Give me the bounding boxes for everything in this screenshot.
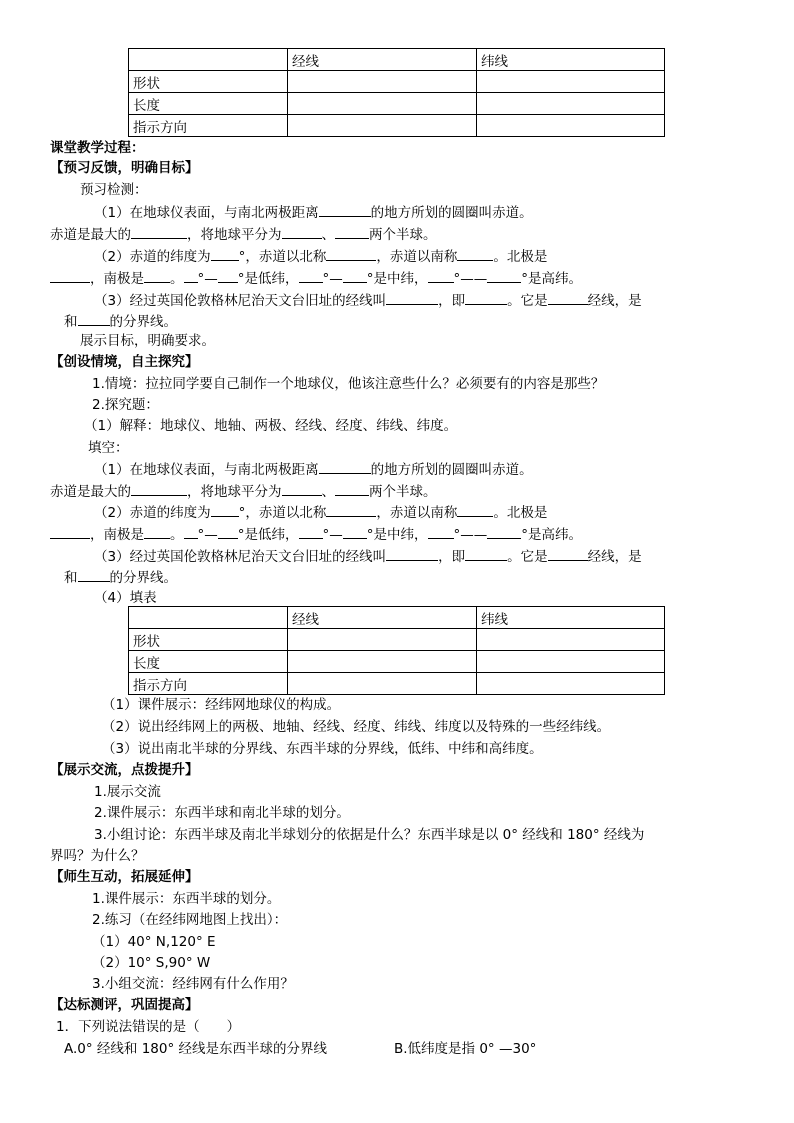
text: 经线，是	[587, 293, 642, 309]
text: °—	[322, 271, 343, 287]
blank[interactable]	[50, 524, 90, 539]
text: ，南极是	[90, 271, 144, 287]
text: 的地方所划的圆圈叫赤道。	[370, 205, 533, 221]
interact-item-2: 2.练习（在经纬网地图上找出）：	[92, 912, 288, 928]
text: 两个半球。	[369, 484, 437, 500]
text: （1）在地球仪表面，与南北两极距离	[94, 462, 319, 478]
courseware-item-2: （2）说出经纬网上的两极、地轴、经线、经度、纬线、纬度以及特殊的一些经纬线。	[102, 719, 611, 735]
text: °是高纬。	[521, 271, 582, 287]
table-cell[interactable]	[288, 673, 477, 695]
table-cell[interactable]	[477, 93, 665, 115]
text: °是中纬，	[366, 527, 428, 543]
text: ，赤道以南称	[376, 249, 458, 265]
blank[interactable]	[428, 268, 454, 283]
text: ，南极是	[90, 527, 144, 543]
text: °——	[453, 271, 488, 287]
text: °—	[197, 527, 218, 543]
fill-q2-line1	[94, 502, 547, 523]
preview-label: 预习检测：	[80, 182, 148, 198]
text: 的分界线。	[109, 570, 177, 586]
explore-item-1: 1.情境：拉拉同学要自己制作一个地球仪，他该注意些什么？必须要有的内容是那些？	[92, 376, 605, 392]
table-header-meridian: 经线	[288, 607, 477, 629]
blank[interactable]	[386, 546, 438, 561]
table-cell[interactable]	[288, 71, 477, 93]
exchange-item-3-cont: 界吗？为什么？	[50, 848, 145, 864]
fill-q3-line2	[64, 567, 177, 588]
text: （1）在地球仪表面，与南北两极距离	[94, 205, 319, 221]
blank[interactable]	[218, 524, 238, 539]
preview-q3-line1	[94, 290, 642, 311]
blank[interactable]	[326, 246, 376, 261]
interact-item-1: 1.课件展示：东西半球的划分。	[92, 891, 281, 907]
blank[interactable]	[457, 502, 493, 517]
table-row-label: 指示方向	[129, 115, 288, 137]
text: 。	[170, 527, 184, 543]
blank[interactable]	[218, 268, 238, 283]
meridian-parallel-table-bottom	[128, 606, 665, 695]
blank[interactable]	[78, 311, 110, 326]
text: 的地方所划的圆圈叫赤道。	[370, 462, 533, 478]
blank[interactable]	[465, 546, 507, 561]
text: 两个半球。	[369, 227, 437, 243]
table-row-label: 形状	[129, 71, 288, 93]
table-header-parallel: 纬线	[477, 49, 665, 71]
blank[interactable]	[386, 290, 438, 305]
table-cell[interactable]	[477, 115, 665, 137]
section-heading-interact: 【师生互动，拓展延伸】	[50, 869, 199, 885]
fill-table-label: （4）填表	[94, 590, 157, 606]
blank[interactable]	[50, 268, 90, 283]
blank[interactable]	[335, 481, 369, 496]
test-option-a[interactable]: A.0° 经线和 180° 经线是东西半球的分界线	[64, 1041, 328, 1057]
text: °是低纬，	[237, 271, 299, 287]
blank[interactable]	[457, 246, 493, 261]
text: °—	[322, 527, 343, 543]
blank[interactable]	[184, 268, 198, 283]
text: （2）赤道的纬度为	[94, 505, 211, 521]
text: 、	[321, 227, 335, 243]
fill-q1-line2	[50, 481, 437, 502]
blank[interactable]	[428, 524, 454, 539]
text: 和	[64, 314, 78, 330]
blank[interactable]	[335, 224, 369, 239]
courseware-item-1: （1）课件展示：经纬网地球仪的构成。	[102, 697, 341, 713]
text: 赤道是最大的	[50, 484, 131, 500]
blank[interactable]	[343, 268, 367, 283]
blank[interactable]	[548, 546, 588, 561]
section-heading-exchange: 【展示交流，点拨提升】	[50, 762, 199, 778]
text: ，将地球平分为	[187, 227, 282, 243]
text: °，赤道以北称	[238, 249, 327, 265]
blank[interactable]	[487, 268, 521, 283]
blank[interactable]	[282, 481, 322, 496]
blank[interactable]	[131, 481, 187, 496]
interact-item-4: （2）10° S,90° W	[92, 955, 211, 971]
table-cell[interactable]	[477, 651, 665, 673]
text: ，即	[438, 293, 466, 309]
table-cell[interactable]	[288, 629, 477, 651]
interact-item-5: 3.小组交流：经纬网有什么作用？	[92, 976, 294, 992]
blank[interactable]	[131, 224, 187, 239]
exchange-item-2: 2.课件展示：东西半球和南北半球的划分。	[94, 805, 350, 821]
blank[interactable]	[319, 202, 371, 217]
text: ，将地球平分为	[187, 484, 282, 500]
blank[interactable]	[326, 502, 376, 517]
preview-q2-line2	[50, 268, 582, 289]
text: 、	[321, 484, 335, 500]
table-cell[interactable]	[288, 93, 477, 115]
table-header-parallel: 纬线	[477, 607, 665, 629]
table-row-label: 形状	[129, 629, 288, 651]
blank[interactable]	[487, 524, 521, 539]
text: 。北极是	[493, 505, 548, 521]
blank[interactable]	[282, 224, 322, 239]
blank[interactable]	[465, 290, 507, 305]
fill-q2-line2	[50, 524, 582, 545]
table-cell[interactable]	[477, 673, 665, 695]
text: ，即	[438, 549, 466, 565]
blank[interactable]	[299, 268, 323, 283]
explore-item-3: （1）解释：地球仪、地轴、两极、经线、经度、纬线、纬度。	[84, 418, 458, 434]
fill-label: 填空：	[88, 440, 129, 456]
text: 。	[170, 271, 184, 287]
meridian-parallel-table-top	[128, 48, 665, 137]
test-option-b[interactable]: B.低纬度是指 0° —30°	[394, 1041, 537, 1057]
table-cell[interactable]	[477, 629, 665, 651]
preview-q1-line2	[50, 224, 437, 245]
text: 。北极是	[493, 249, 548, 265]
table-row-label: 长度	[129, 93, 288, 115]
text: 。它是	[507, 293, 548, 309]
blank[interactable]	[211, 502, 239, 517]
blank[interactable]	[319, 459, 371, 474]
blank[interactable]	[211, 246, 239, 261]
text: ，赤道以南称	[376, 505, 458, 521]
blank[interactable]	[144, 524, 170, 539]
preview-q2-line1	[94, 246, 547, 267]
blank[interactable]	[343, 524, 367, 539]
blank[interactable]	[144, 268, 170, 283]
table-cell[interactable]	[288, 115, 477, 137]
text: °是低纬，	[237, 527, 299, 543]
text: （3）经过英国伦敦格林尼治天文台旧址的经线叫	[94, 549, 387, 565]
table-cell[interactable]	[288, 651, 477, 673]
text: °——	[453, 527, 488, 543]
section-heading-explore: 【创设情境，自主探究】	[50, 354, 199, 370]
text: 赤道是最大的	[50, 227, 131, 243]
interact-item-3: （1）40° N,120° E	[92, 934, 216, 950]
blank[interactable]	[184, 524, 198, 539]
text: 和	[64, 570, 78, 586]
fill-q3-line1	[94, 546, 642, 567]
text: °是高纬。	[521, 527, 582, 543]
text: °是中纬，	[366, 271, 428, 287]
text: （2）赤道的纬度为	[94, 249, 211, 265]
section-heading-test: 【达标测评，巩固提高】	[50, 997, 199, 1013]
table-header-meridian: 经线	[288, 49, 477, 71]
text: °—	[197, 271, 218, 287]
table-row-label: 长度	[129, 651, 288, 673]
table-corner	[129, 607, 288, 629]
blank[interactable]	[78, 567, 110, 582]
table-row-label: 指示方向	[129, 673, 288, 695]
text: 经线，是	[587, 549, 642, 565]
courseware-item-3: （3）说出南北半球的分界线、东西半球的分界线，低纬、中纬和高纬度。	[102, 741, 543, 757]
test-question-1: 1．下列说法错误的是（ ）	[56, 1019, 241, 1035]
blank[interactable]	[299, 524, 323, 539]
table-corner	[129, 49, 288, 71]
preview-q1-line1	[94, 202, 533, 223]
text: 。它是	[507, 549, 548, 565]
process-title: 课堂教学过程：	[50, 140, 145, 156]
preview-goal: 展示目标，明确要求。	[80, 333, 215, 349]
blank[interactable]	[548, 290, 588, 305]
table-cell[interactable]	[477, 71, 665, 93]
section-heading-preview: 【预习反馈，明确目标】	[50, 160, 199, 176]
explore-item-2: 2.探究题：	[92, 397, 159, 413]
text: （3）经过英国伦敦格林尼治天文台旧址的经线叫	[94, 293, 387, 309]
fill-q1-line1	[94, 459, 533, 480]
exchange-item-3: 3.小组讨论：东西半球及南北半球划分的依据是什么？东西半球是以 0° 经线和 180° 经线为	[94, 827, 645, 843]
text: 的分界线。	[109, 314, 177, 330]
exchange-item-1: 1.展示交流	[94, 784, 161, 800]
preview-q3-line2	[64, 311, 177, 332]
text: °，赤道以北称	[238, 505, 327, 521]
